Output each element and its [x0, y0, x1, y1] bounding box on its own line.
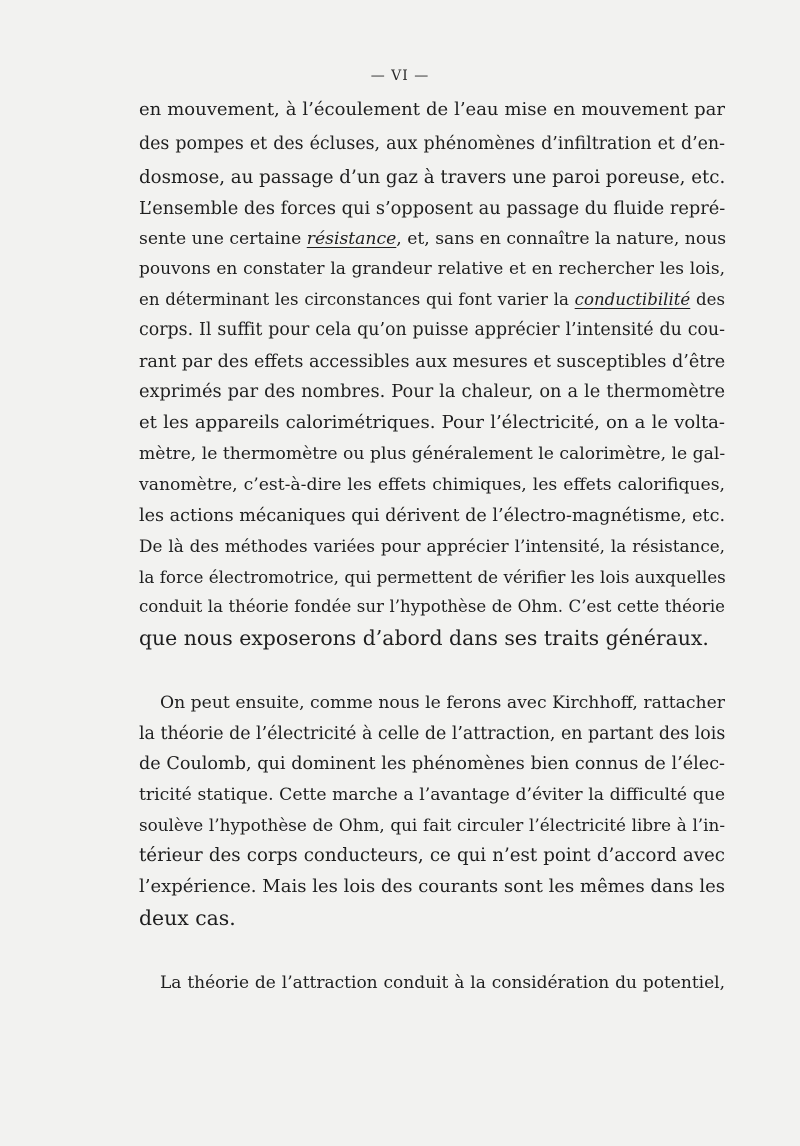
emphasized-term: résistance	[306, 229, 397, 249]
text-line: l’expérience. Mais les lois des courants sont les mêmes dans les	[139, 876, 725, 897]
page-number-header: — VI —	[370, 68, 430, 84]
text-line: sente une certaine résistance, et, sans en connaître la nature, nous	[139, 229, 727, 249]
text-line: les actions mécaniques qui dérivent de l’électro-magnétisme, etc.	[139, 506, 726, 526]
emphasized-term: conductibilité	[574, 290, 691, 309]
text-line: La théorie de l’attraction conduit à la considération du potentiel,	[160, 973, 725, 993]
text-line: en mouvement, à l’écoulement de l’eau mise en mouvement par	[139, 99, 725, 120]
text-line: tricité statique. Cette marche a l’avantage d’éviter la difficulté que	[139, 785, 725, 805]
text-line: mètre, le thermomètre ou plus généralement le calorimètre, le gal-	[139, 444, 726, 464]
text-line: que nous exposerons d’abord dans ses traits généraux.	[139, 626, 709, 650]
text-line: corps. Il suffit pour cela qu’on puisse apprécier l’intensité du cou-	[139, 320, 725, 340]
text-line: On peut ensuite, comme nous le ferons avec Kirchhoff, rattacher	[160, 693, 725, 713]
text-line: conduit la théorie fondée sur l’hypothèse de Ohm. C’est cette théorie	[139, 597, 725, 616]
text-line: la théorie de l’électricité à celle de l’attraction, en partant des lois	[139, 724, 726, 744]
text-line: dosmose, au passage d’un gaz à travers une paroi poreuse, etc.	[139, 167, 726, 188]
text-line: vanomètre, c’est-à-dire les effets chimiques, les effets calorifiques,	[139, 475, 725, 495]
text-line: de Coulomb, qui dominent les phénomènes bien connus de l’élec-	[139, 754, 725, 774]
text-line: rant par des effets accessibles aux mesures et susceptibles d’être	[139, 352, 726, 372]
text-line: térieur des corps conducteurs, ce qui n’est point d’accord avec	[139, 845, 725, 866]
text-line: deux cas.	[139, 906, 236, 930]
text-line: pouvons en constater la grandeur relative et en rechercher les lois,	[139, 259, 725, 279]
text-line: et les appareils calorimétriques. Pour l’électricité, on a le volta-	[139, 412, 725, 433]
text-line: De là des méthodes variées pour apprécier l’intensité, la résistance,	[139, 536, 725, 556]
text-line: en déterminant les circonstances qui font varier la conductibilité des	[139, 290, 726, 309]
text-line: des pompes et des écluses, aux phénomènes d’infiltration et d’en-	[139, 134, 725, 154]
text-line: soulève l’hypothèse de Ohm, qui fait circuler l’électricité libre à l’in-	[139, 815, 725, 835]
text-line: la force électromotrice, qui permettent de vérifier les lois auxquelles	[139, 567, 726, 587]
text-line: L’ensemble des forces qui s’opposent au passage du fluide repré-	[139, 198, 726, 219]
text-line: exprimés par des nombres. Pour la chaleur, on a le thermomètre	[139, 381, 725, 402]
